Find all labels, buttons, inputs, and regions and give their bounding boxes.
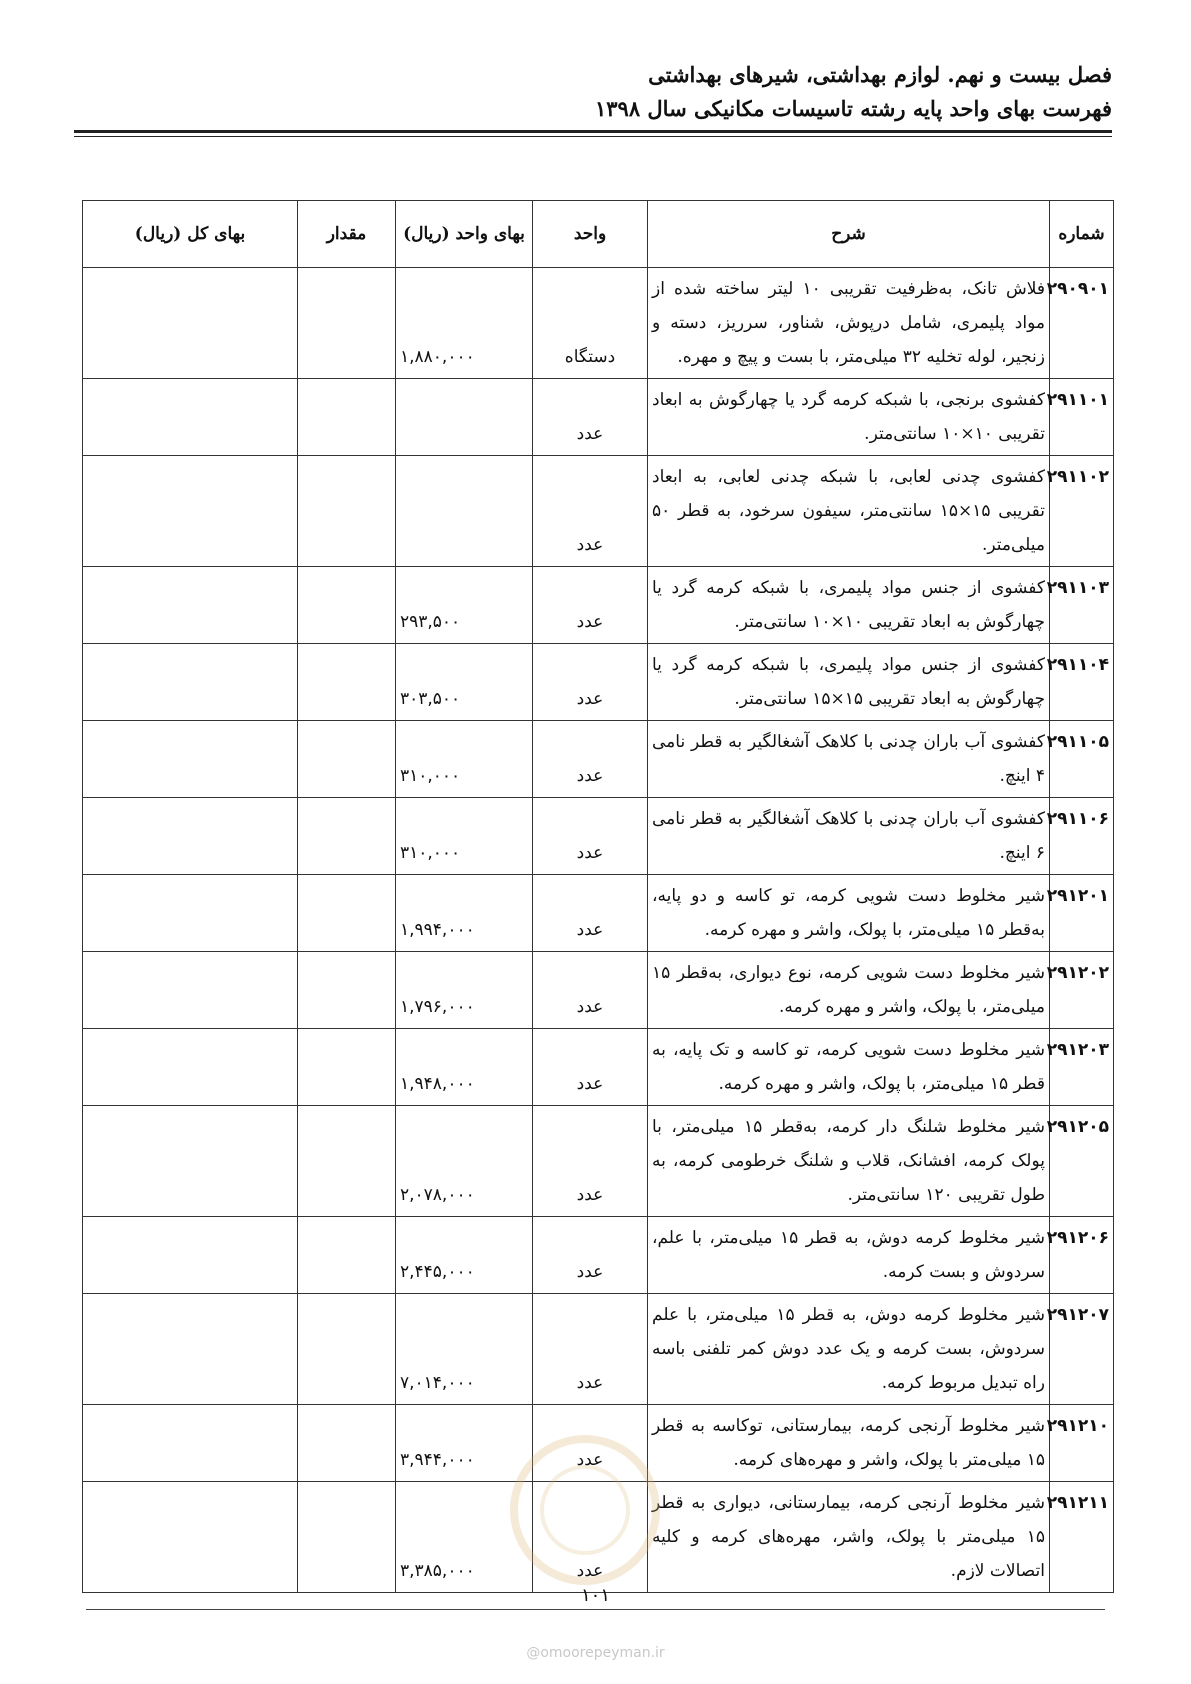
item-unit-price: ۳۰۳,۵۰۰ [396,644,533,721]
document-title: فهرست بهای واحد پایه رشته تاسیسات مکانیکی سال ۱۳۹۸ [594,96,1112,121]
item-code: ۲۹۱۲۰۵ [1050,1106,1114,1217]
footer-rule [86,1609,1105,1610]
page-header [72,58,1112,126]
item-code: ۲۹۱۲۱۰ [1050,1405,1114,1482]
item-code: ۲۹۱۱۰۴ [1050,644,1114,721]
col-header-desc: شرح [648,201,1050,268]
item-unit-price: ۳۱۰,۰۰۰ [396,798,533,875]
item-total [83,721,298,798]
col-header-unit-price: بهای واحد (ریال) [396,201,533,268]
watermark-url: @omoorepeyman.ir [526,1645,665,1661]
item-unit-price: ۱,۸۸۰,۰۰۰ [396,268,533,379]
item-description: کفشوی چدنی لعابی، با شبکه چدنی لعابی، به ابعاد تقریبی ۱۵×۱۵ سانتی‌متر، سیفون سرخود، به قطر ۵۰ میلی‌متر. [648,456,1050,567]
table-row [83,798,1114,875]
item-total [83,952,298,1029]
item-description: کفشوی از جنس مواد پلیمری، با شبکه کرمه گرد یا چهارگوش به ابعاد تقریبی ۱۰×۱۰ سانتی‌متر. [648,567,1050,644]
item-total [83,1405,298,1482]
item-description: شیر مخلوط آرنجی کرمه، بیمارستانی، دیواری به قطر ۱۵ میلی‌متر با پولک، واشر، مهره‌های کرمه و کلیه اتصالات لازم. [648,1482,1050,1593]
item-total [83,379,298,456]
item-description: شیر مخلوط کرمه دوش، به قطر ۱۵ میلی‌متر، با علم سردوش، بست کرمه و یک عدد دوش کمر تلفنی باسه راه تبدیل مربوط کرمه. [648,1294,1050,1405]
item-code: ۲۹۱۲۰۱ [1050,875,1114,952]
item-unit-price: ۲,۰۷۸,۰۰۰ [396,1106,533,1217]
item-description: کفشوی آب باران چدنی با کلاهک آشغالگیر به قطر نامی ۴ اینچ. [648,721,1050,798]
item-unit: عدد [533,1482,648,1593]
item-code: ۲۹۱۱۰۳ [1050,567,1114,644]
item-unit: عدد [533,875,648,952]
item-quantity [298,379,396,456]
item-unit-price: ۱,۹۴۸,۰۰۰ [396,1029,533,1106]
item-code: ۲۹۱۲۱۱ [1050,1482,1114,1593]
item-total [83,1217,298,1294]
item-total [83,875,298,952]
item-unit-price: ۷,۰۱۴,۰۰۰ [396,1294,533,1405]
item-unit-price: ۲۹۳,۵۰۰ [396,567,533,644]
item-unit: عدد [533,721,648,798]
item-description: فلاش تانک، به‌ظرفیت تقریبی ۱۰ لیتر ساخته شده از مواد پلیمری، شامل درپوش، شناور، سرریز، دسته و زنجیر، لوله تخلیه ۳۲ میلی‌متر، با بست و پیچ و مهره. [648,268,1050,379]
item-unit: عدد [533,644,648,721]
item-quantity [298,952,396,1029]
item-total [83,268,298,379]
table-row [83,644,1114,721]
item-quantity [298,721,396,798]
item-unit: عدد [533,1294,648,1405]
item-code: ۲۹۱۱۰۱ [1050,379,1114,456]
item-unit: عدد [533,1405,648,1482]
item-quantity [298,798,396,875]
item-total [83,1106,298,1217]
table-row [83,875,1114,952]
header-rule-thick [74,130,1112,133]
item-description: شیر مخلوط شلنگ دار کرمه، به‌قطر ۱۵ میلی‌متر، با پولک کرمه، افشانک، قلاب و شلنگ خرطومی کرمه، به طول تقریبی ۱۲۰ سانتی‌متر. [648,1106,1050,1217]
item-total [83,1482,298,1593]
item-description: شیر مخلوط دست شویی کرمه، نوع دیواری، به‌قطر ۱۵ میلی‌متر، با پولک، واشر و مهره کرمه. [648,952,1050,1029]
item-code: ۲۹۱۱۰۶ [1050,798,1114,875]
item-total [83,456,298,567]
col-header-total: بهای کل (ریال) [83,201,298,268]
item-description: کفشوی آب باران چدنی با کلاهک آشغالگیر به قطر نامی ۶ اینچ. [648,798,1050,875]
item-code: ۲۹۱۲۰۳ [1050,1029,1114,1106]
table-row [83,721,1114,798]
price-table [82,200,1114,1593]
item-unit-price [396,379,533,456]
table-header-row [83,201,1114,268]
col-header-qty: مقدار [298,201,396,268]
item-code: ۲۹۱۲۰۷ [1050,1294,1114,1405]
item-unit: عدد [533,798,648,875]
item-unit-price: ۱,۷۹۶,۰۰۰ [396,952,533,1029]
table-row [83,1106,1114,1217]
item-unit-price: ۳۱۰,۰۰۰ [396,721,533,798]
page-number: ۱۰۱ [580,1585,610,1606]
item-quantity [298,875,396,952]
table-row [83,379,1114,456]
item-quantity [298,1029,396,1106]
table-row [83,268,1114,379]
item-unit: عدد [533,952,648,1029]
item-description: شیر مخلوط دست شویی کرمه، تو کاسه و تک پایه، به قطر ۱۵ میلی‌متر، با پولک، واشر و مهره کرمه. [648,1029,1050,1106]
item-quantity [298,268,396,379]
table-row [83,1217,1114,1294]
watermark-logo [510,1435,660,1585]
item-unit-price: ۱,۹۹۴,۰۰۰ [396,875,533,952]
item-unit: عدد [533,379,648,456]
item-quantity [298,1294,396,1405]
table-row [83,1029,1114,1106]
col-header-unit: واحد [533,201,648,268]
item-unit: دستگاه [533,268,648,379]
table-row [83,1294,1114,1405]
item-unit-price [396,456,533,567]
table-row [83,952,1114,1029]
item-unit-price: ۳,۳۸۵,۰۰۰ [396,1482,533,1593]
item-description: شیر مخلوط دست شویی کرمه، تو کاسه و دو پایه، به‌قطر ۱۵ میلی‌متر، با پولک، واشر و مهره کرمه. [648,875,1050,952]
item-code: ۲۹۰۹۰۱ [1050,268,1114,379]
item-unit: عدد [533,567,648,644]
item-quantity [298,1405,396,1482]
item-quantity [298,644,396,721]
item-unit: عدد [533,1217,648,1294]
item-unit: عدد [533,456,648,567]
item-total [83,1294,298,1405]
item-total [83,798,298,875]
item-quantity [298,1106,396,1217]
item-quantity [298,456,396,567]
item-description: کفشوی برنجی، با شبکه کرمه گرد یا چهارگوش به ابعاد تقریبی ۱۰×۱۰ سانتی‌متر. [648,379,1050,456]
item-total [83,567,298,644]
item-total [83,644,298,721]
item-code: ۲۹۱۲۰۶ [1050,1217,1114,1294]
item-code: ۲۹۱۲۰۲ [1050,952,1114,1029]
table-row [83,456,1114,567]
table-row [83,567,1114,644]
item-description: شیر مخلوط کرمه دوش، به قطر ۱۵ میلی‌متر، با علم، سردوش و بست کرمه. [648,1217,1050,1294]
item-quantity [298,1217,396,1294]
item-total [83,1029,298,1106]
item-quantity [298,567,396,644]
item-description: شیر مخلوط آرنجی کرمه، بیمارستانی، توکاسه به قطر ۱۵ میلی‌متر با پولک، واشر و مهره‌های کرمه. [648,1405,1050,1482]
item-unit-price: ۳,۹۴۴,۰۰۰ [396,1405,533,1482]
chapter-title: فصل بیست و نهم. لوازم بهداشتی، شیرهای بهداشتی [648,62,1112,87]
header-rule-thin [74,136,1112,137]
item-unit: عدد [533,1029,648,1106]
item-description: کفشوی از جنس مواد پلیمری، با شبکه کرمه گرد یا چهارگوش به ابعاد تقریبی ۱۵×۱۵ سانتی‌متر. [648,644,1050,721]
col-header-code: شماره [1050,201,1114,268]
item-code: ۲۹۱۱۰۵ [1050,721,1114,798]
item-code: ۲۹۱۱۰۲ [1050,456,1114,567]
item-unit: عدد [533,1106,648,1217]
item-quantity [298,1482,396,1593]
item-unit-price: ۲,۴۴۵,۰۰۰ [396,1217,533,1294]
watermark-logo-inner-ring [540,1465,630,1555]
